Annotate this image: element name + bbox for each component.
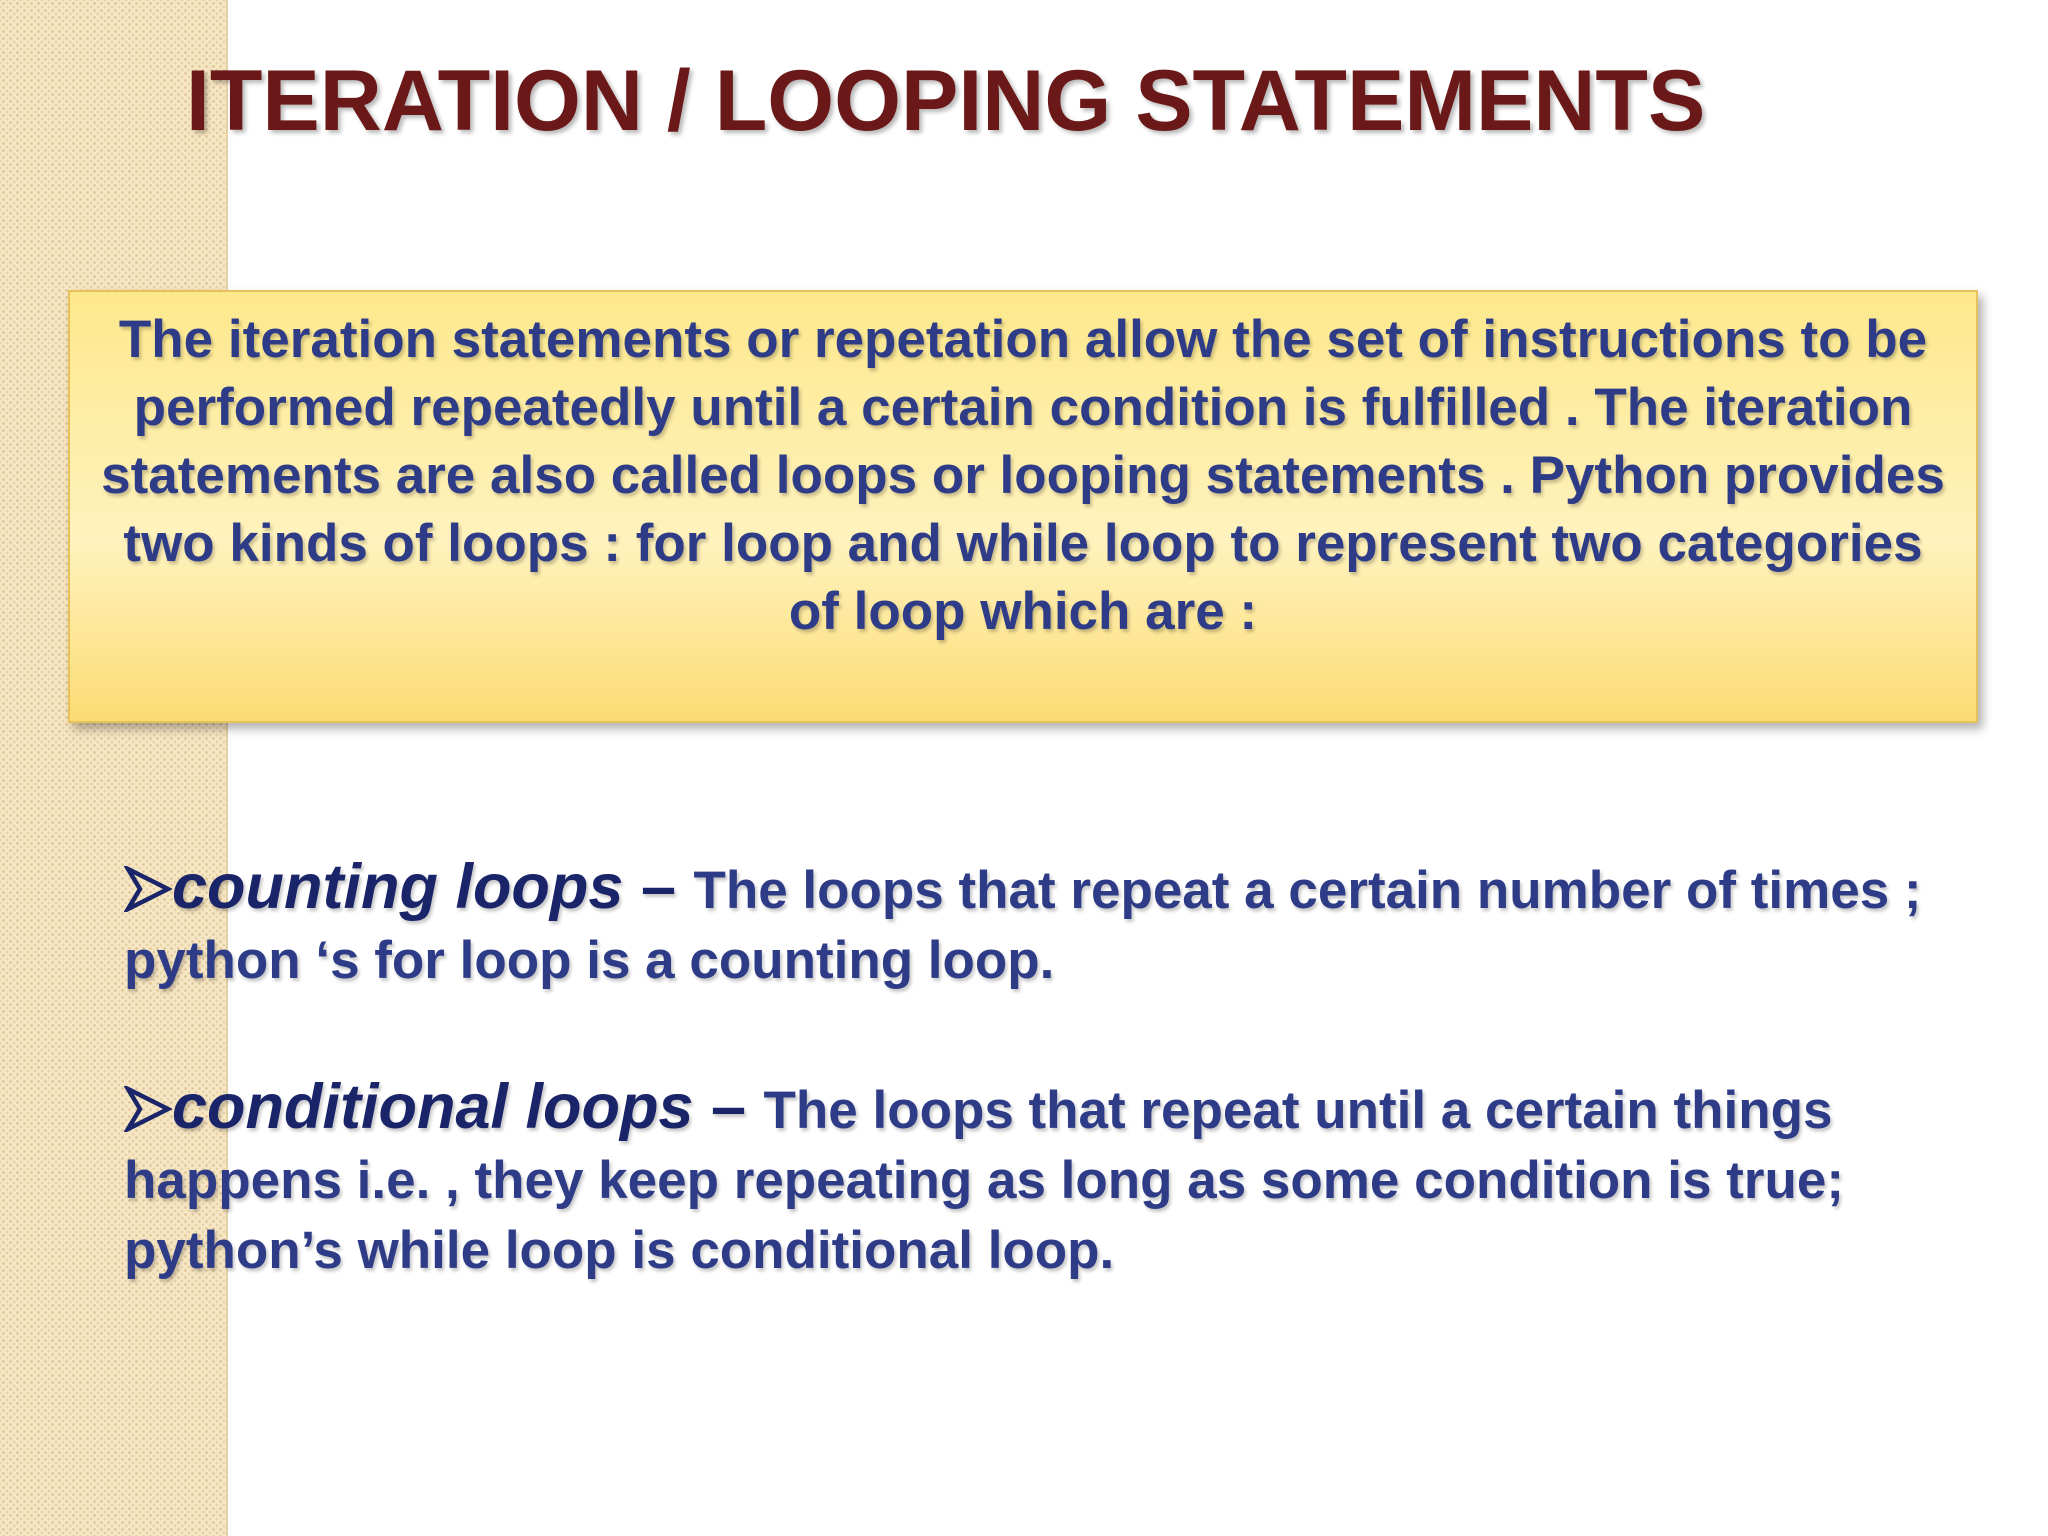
loop-description: The loops that repeat until a certain things happens i.e. , they keep repeating as long as some condition is true; python’s while loop is conditional loop. — [124, 1081, 1844, 1280]
list-item-conditional-loops — [124, 1072, 1964, 1286]
list-item-counting-loops — [124, 852, 1964, 996]
definition-box — [68, 290, 1978, 723]
loop-description: The loops that repeat a certain number of times ; python ‘s for loop is a counting loop. — [124, 861, 1922, 990]
slide-title: ITERATION / LOOPING STATEMENTS — [186, 53, 1706, 149]
loop-term: conditional loops — [172, 1072, 694, 1142]
definition-text: The iteration statements or repetation allow the set of instructions to be performed repeatedly until a certain condition is fulfilled . The iteration statements are also called loops or looping statements . Python provides two kinds of loops : for loop and while loop to represent two categories of loop which are : — [101, 310, 1945, 641]
loop-types-list — [124, 852, 1964, 1362]
loop-term: counting loops — [172, 852, 624, 922]
arrowhead-bullet-icon — [124, 866, 172, 912]
arrowhead-bullet-icon — [124, 1086, 172, 1132]
loop-dash: – — [623, 852, 694, 922]
loop-dash: – — [693, 1072, 764, 1142]
